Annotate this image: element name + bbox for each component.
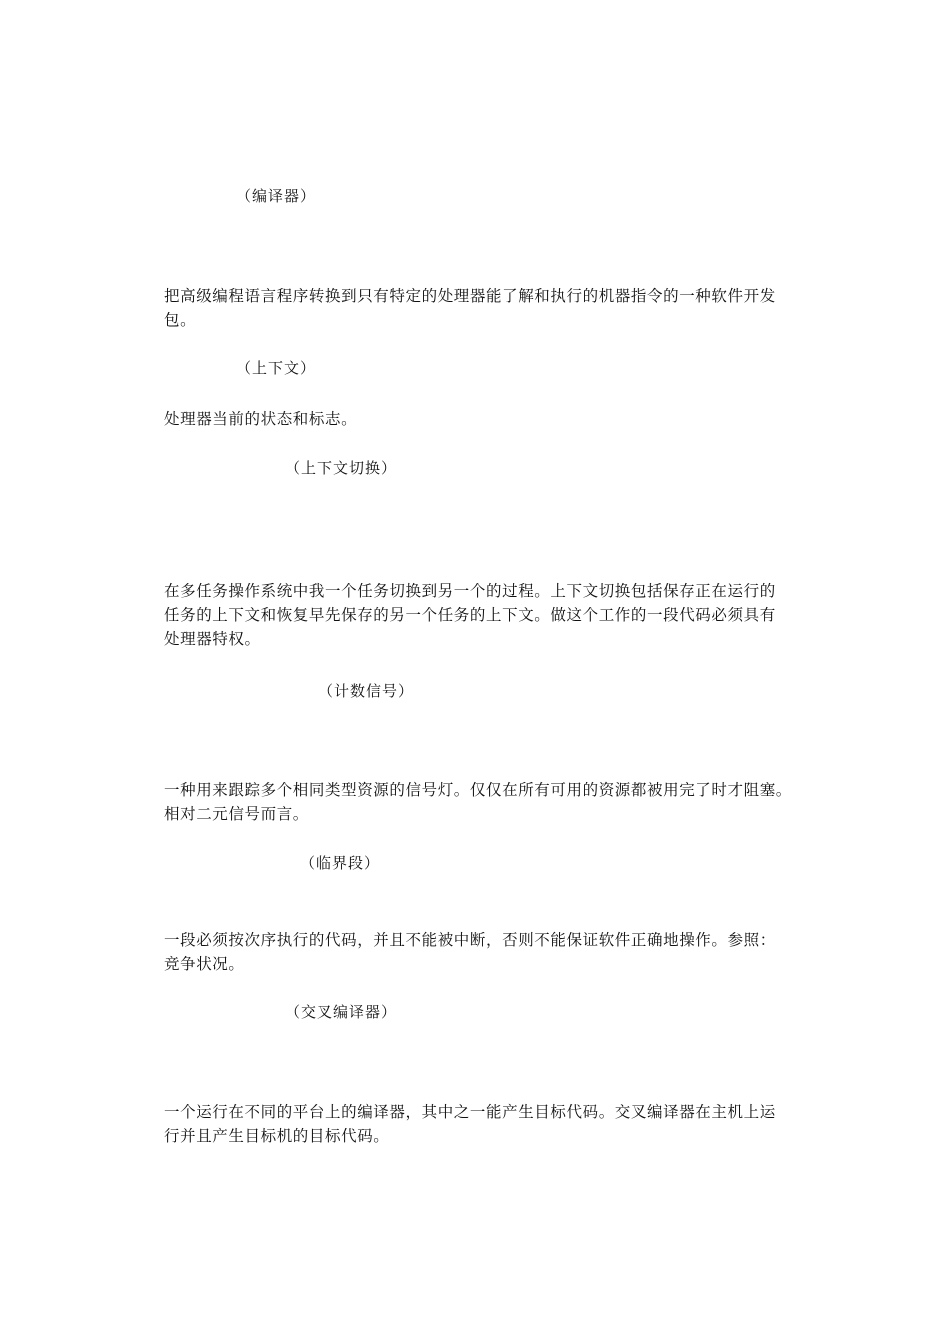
definition-line: 相对二元信号而言。 [164, 805, 309, 823]
definition-line: 一段必须按次序执行的代码，并且不能被中断，否则不能保证软件正确地操作。参照： [164, 931, 776, 949]
definition-critical-section [164, 928, 814, 976]
term-context-switch: （上下文切换） [285, 459, 398, 477]
definition-line: 处理器当前的状态和标志。 [164, 410, 358, 428]
definition-line: 竞争状况。 [164, 955, 245, 973]
definition-context-switch [164, 579, 814, 651]
term-context: （上下文） [236, 359, 317, 377]
definition-cross-compiler [164, 1100, 814, 1148]
definition-line: 行并且产生目标机的目标代码。 [164, 1127, 390, 1145]
definition-line: 一种用来跟踪多个相同类型资源的信号灯。仅仅在所有可用的资源都被用完了时才阻塞。 [164, 781, 792, 799]
definition-line: 处理器特权。 [164, 630, 261, 648]
definition-counting-semaphore [164, 778, 814, 826]
definition-context [164, 407, 814, 431]
definition-line: 在多任务操作系统中我一个任务切换到另一个的过程。上下文切换包括保存正在运行的 [164, 582, 776, 600]
term-cross-compiler: （交叉编译器） [285, 1003, 398, 1021]
term-counting-semaphore: （计数信号） [318, 682, 415, 700]
term-critical-section: （临界段） [300, 854, 381, 872]
term-compiler: （编译器） [236, 187, 317, 205]
definition-line: 一个运行在不同的平台上的编译器，其中之一能产生目标代码。交叉编译器在主机上运 [164, 1103, 776, 1121]
definition-line: 把高级编程语言程序转换到只有特定的处理器能了解和执行的机器指令的一种软件开发 [164, 287, 776, 305]
definition-compiler [164, 284, 814, 332]
definition-line: 包。 [164, 311, 197, 329]
definition-line: 任务的上下文和恢复早先保存的另一个任务的上下文。做这个工作的一段代码必须具有 [164, 606, 776, 624]
